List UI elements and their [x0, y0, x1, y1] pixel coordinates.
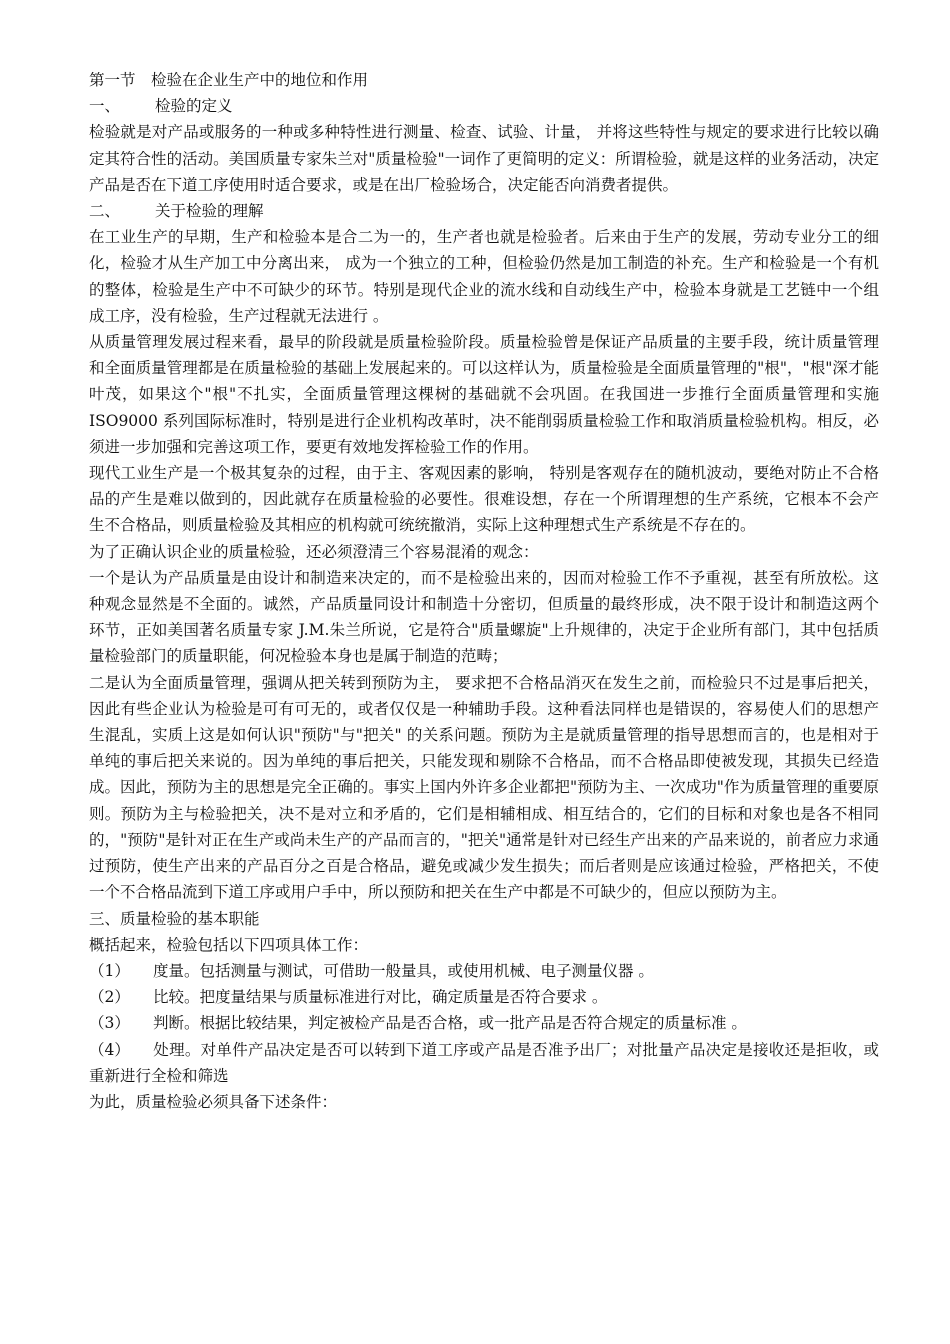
paragraph-concept-one: 一个是认为产品质量是由设计和制造来决定的，而不是检验出来的，因而对检验工作不予重视，甚至有所放松。这种观念显然是不全面的。诚然，产品质量同设计和制造十分密切，但质量的最终形成，决不限于设计和制造这两个环节，正如美国著名质量专家 J.M.朱兰所说，它是符合"质量螺旋"上升规律的，决定于企业所有部门，其中包括质量检验部门的质量职能，何况检验本身也是属于制造的范畴；	[89, 568, 879, 666]
heading-understanding	[89, 198, 879, 224]
heading-definition	[89, 93, 879, 119]
document-page	[89, 67, 879, 1115]
paragraph-quality-management: 从质量管理发展过程来看，最早的阶段就是质量检验阶段。质量检验曾是保证产品质量的主要手段，统计质量管理和全面质量管理都是在质量检验的基础上发展起来的。可以这样认为，质量检验是全面质量管理的"根"，"根"深才能叶茂，如果这个"根"不扎实，全面质量管理这棵树的基础就不会巩固。在我国进一步推行全面质量管理和实施 ISO9000 系列国际标准时，特别是进行企业机构改革时，决不能削弱质量检验工作和取消质量检验机构。相反，必须进一步加强和完善这项工作，要更有效地发挥检验工作的作用。	[89, 333, 879, 456]
list-item	[89, 958, 879, 984]
list-item-index: （4）	[89, 1040, 130, 1059]
list-item-text: 度量。包括测量与测试，可借助一般量具，或使用机械、电子测量仪器 。	[153, 961, 654, 980]
list-item	[89, 1037, 879, 1089]
heading-basic-functions: 三、质量检验的基本职能	[89, 909, 260, 928]
heading-text: 检验的定义	[155, 97, 233, 116]
paragraph-early-production: 在工业生产的早期，生产和检验本是合二为一的，生产者也就是检验者。后来由于生产的发展，劳动专业分工的细化，检验才从生产加工中分离出来， 成为一个独立的工种，但检验仍然是加工制造的补充。生产和检验是一个有机的整体，检验是生产中不可缺少的环节。特别是现代企业的流水线和自动线生产中，检验本身就是工艺链中一个组成工序，没有检验，生产过程就无法进行 。	[89, 228, 879, 325]
list-item-text: 判断。根据比较结果，判定被检产品是否合格，或一批产品是否符合规定的质量标准 。	[153, 1014, 747, 1033]
paragraph-modern-production: 现代工业生产是一个极其复杂的过程，由于主、客观因素的影响， 特别是客观存在的随机波动，要绝对防止不合格品的产生是难以做到的，因此就存在质量检验的必要性。很难设想，存在一个所谓理想的生产系统，它根本不会产生不合格品，则质量检验及其相应的机构就可统统撤消，实际上这种理想式生产系统是不存在的。	[89, 464, 879, 535]
list-item	[89, 984, 879, 1010]
paragraph-four-tasks-intro: 概括起来，检验包括以下四项具体工作：	[89, 935, 369, 954]
paragraph-definition: 检验就是对产品或服务的一种或多种特性进行测量、检查、试验、计量， 并将这些特性与规定的要求进行比较以确定其符合性的活动。美国质量专家朱兰对"质量检验"一词作了更简明的定义：所谓检验，就是这样的业务活动，决定产品是否在下道工序使用时适合要求，或是在出厂检验场合，决定能否向消费者提供。	[89, 123, 879, 194]
paragraph-conditions-intro: 为此，质量检验必须具备下述条件：	[89, 1092, 338, 1111]
paragraph-concept-two: 二是认为全面质量管理，强调从把关转到预防为主， 要求把不合格品消灭在发生之前，而检验只不过是事后把关，因此有些企业认为检验是可有可无的，或者仅仅是一种辅助手段。这种看法同样也是错误的，容易使人们的思想产生混乱，实质上这是如何认识"预防"与"把关" 的关系问题。预防为主是就质量管理的指导思想而言的，也是相对于单纯的事后把关来说的。因为单纯的事后把关，只能发现和剔除不合格品，而不合格品即使被发现，其损失已经造成。因此，预防为主的思想是完全正确的。事实上国内外许多企业都把"预防为主、一次成功"作为质量管理的重要原则。预防为主与检验把关，决不是对立和矛盾的，它们是相辅相成、相互结合的，它们的目标和对象也是各不相同的，"预防"是针对正在生产或尚未生产的产品而言的，"把关"通常是针对已经生产出来的产品来说的，前者应力求通过预防，使生产出来的产品百分之百是合格品，避免或减少发生损失；而后者则是应该通过检验，严格把关，不使一个不合格品流到下道工序或用户手中，所以预防和把关在生产中都是不可缺少的，但应以预防为主。	[89, 673, 879, 902]
list-item-index: （1）	[89, 961, 130, 980]
heading-text: 关于检验的理解	[155, 202, 264, 221]
list-item-index: （3）	[89, 1014, 130, 1033]
list-item-text: 处理。对单件产品决定是否可以转到下道工序或产品是否准予出厂；对批量产品决定是接收还是拒收，或重新进行全检和筛选	[89, 1040, 879, 1085]
section-title: 第一节 检验在企业生产中的地位和作用	[89, 71, 369, 89]
paragraph-three-concepts-intro: 为了正确认识企业的质量检验，还必须澄清三个容易混淆的观念：	[89, 542, 539, 561]
heading-number: 一、	[89, 97, 121, 116]
list-item-index: （2）	[89, 988, 130, 1007]
list-item-text: 比较。把度量结果与质量标准进行对比，确定质量是否符合要求 。	[153, 988, 608, 1007]
heading-number: 二、	[89, 202, 121, 221]
list-item	[89, 1010, 879, 1036]
